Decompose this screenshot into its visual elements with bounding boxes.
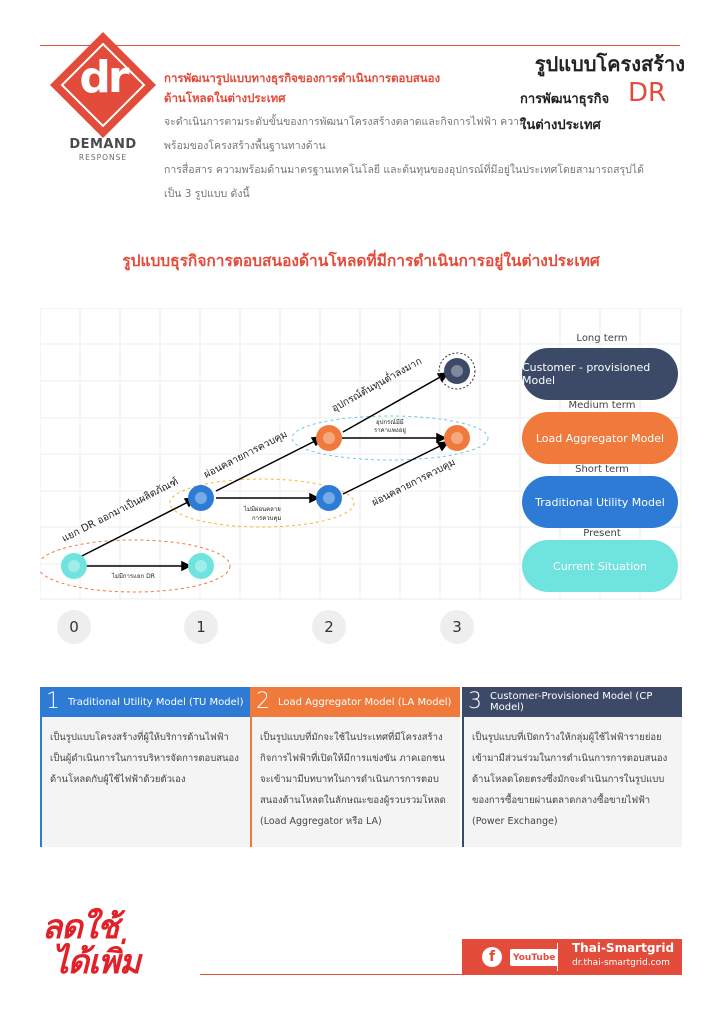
axis-step-1: 1 [184,610,218,644]
phase-label-short-term: Short term [575,464,629,475]
node-medium-2 [316,425,342,451]
card-la-model [250,687,460,847]
axis-step-2: 2 [312,610,346,644]
logo-word-response: RESPONSE [78,153,128,162]
axis-step-0: 0 [57,610,91,644]
card-body: เป็นรูปแบบโครงสร้างที่ผู้ให้บริการด้านไฟฟ้าเป็นผู้ดำเนินการในการบริหารจัดการตอบสนองด้านโหลดกับผู้ใช้ไฟฟ้าด้วยตัวเอง [40,717,250,847]
logo-letters: dr [79,52,127,103]
youtube-icon[interactable]: YouTube [510,949,558,966]
header-subtitle-2: ในต่างประเทศ [520,118,601,133]
site-name: Thai-Smartgrid [572,941,675,955]
step-label-expensive-2: ราคาแพงอยู่ [374,427,406,434]
card-header [462,687,682,717]
intro-body-continued: การสื่อสาร ความพร้อมด้านมาตรฐานเทคโนโลยี และต้นทุนของอุปกรณ์ที่มีอยู่ในประเทศโดยสามารถสรุปได้เป็น 3 รูปแบบ ดังนี้ [164,164,644,200]
intro-body: จะดำเนินการตามระดับขั้นของการพัฒนาโครงสร้างตลาดและกิจการไฟฟ้า ความพร้อมของโครงสร้างพื้นฐานทางด้าน [164,116,526,152]
card-title: Load Aggregator Model (LA Model) [278,696,452,708]
phase-label-medium-term: Medium term [568,400,636,411]
phase-label-present: Present [583,528,621,539]
node-short-1 [188,485,214,511]
card-number: 1 [46,689,60,714]
card-tu-model [40,687,250,847]
step-label-no-unbundle: ไม่มีการแยก DR [112,573,155,580]
arrow-label-low-cost: อุปกรณ์ต้นทุนต่ำลงมาก [330,355,424,415]
section-title: รูปแบบธุรกิจการตอบสนองด้านโหลดที่มีการดำเนินการอยู่ในต่างประเทศ [122,252,600,270]
card-body: เป็นรูปแบบที่เปิดกว้างให้กลุ่มผู้ใช้ไฟฟ้ารายย่อยเข้ามามีส่วนร่วมในการดำเนินการการตอบสนองด้านโหลดโดยตรงซึ่งมักจะดำเนินการในรูปแบบของการซื้อขายผ่านตลาดกลางซื้อขายไฟฟ้า (Power Exchange) [462,717,682,847]
header-subtitle-1: การพัฒนาธุรกิจ [520,92,610,107]
axis-step-3: 3 [440,610,474,644]
pill-load-aggregator: Load Aggregator Model [522,412,678,464]
node-long-3 [439,353,475,389]
footer-band-separator [557,943,558,971]
slogan-line-2: ได้เพิ่ม [52,942,140,981]
node-medium-3 [444,425,470,451]
card-title: Traditional Utility Model (TU Model) [68,696,244,708]
card-number: 2 [256,689,270,714]
node-short-2 [316,485,342,511]
slogan-line-1: ลดใช้ [42,907,119,946]
node-present-0 [61,553,87,579]
card-number: 3 [468,689,482,714]
pill-current-situation: Current Situation [522,540,678,592]
step-label-no-deregulate-2: การควบคุม [252,515,282,522]
business-model-diagram [40,308,682,600]
node-present-1 [188,553,214,579]
site-url[interactable]: dr.thai-smartgrid.com [572,958,670,968]
logo-word-demand: DEMAND [69,137,137,152]
header-dr: DR [628,78,667,108]
arrow-label-unbundle-dr: แยก DR ออกมาเป็นผลิตภัณฑ์ [60,476,181,545]
arrow-label-deregulate-1: ผ่อนคลายการควบคุม [202,429,290,481]
card-cp-model [462,687,682,847]
phase-label-long-term: Long term [576,333,628,344]
facebook-icon[interactable]: f [482,947,502,967]
step-label-no-deregulate-1: ไม่มีผ่อนคลาย [244,506,281,513]
step-label-expensive-1: อุปกรณ์มีมี [376,419,404,426]
card-body: เป็นรูปแบบที่มักจะใช้ในประเทศที่มีโครงสร้างกิจการไฟฟ้าที่เปิดให้มีการแข่งขัน ภาคเอกชนจะเข้ามามีบทบาทในการดำเนินการการตอบสนองด้านโหลดในลักษณะของผู้รวบรวมโหลด (Load Aggregator หรือ LA) [250,717,460,847]
pill-customer-provisioned: Customer - provisioned Model [522,348,678,400]
card-title: Customer-Provisioned Model (CP Model) [490,691,653,713]
header-title: รูปแบบโครงสร้าง [534,52,685,76]
arrow-label-deregulate-2: ผ่อนคลายการควบคุม [370,457,458,509]
intro-title: การพัฒนารูปแบบทางธุรกิจของการดำเนินการตอบสนองด้านโหลดในต่างประเทศ [164,71,441,105]
pill-traditional-utility: Traditional Utility Model [522,476,678,528]
card-header [250,687,460,717]
card-header [40,687,250,717]
